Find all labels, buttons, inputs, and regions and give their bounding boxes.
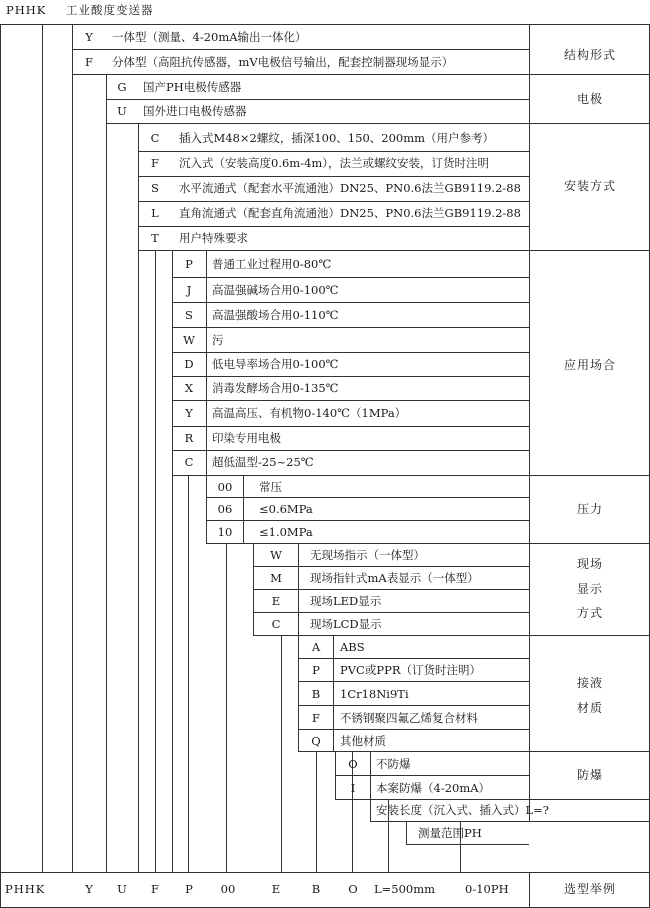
explosion-desc: 本案防爆（4-20mA） [376,781,491,795]
display-code: C [271,617,281,631]
display-code: W [270,548,282,562]
electrode-desc: 国产PH电极传感器 [143,80,242,94]
application-desc: 高温强碱场合用0-100℃ [212,283,339,297]
example-code-model: PHHK [5,882,46,896]
example-code: 00 [220,882,236,896]
application-code: Y [185,406,193,420]
example-range: 0-10PH [465,882,509,896]
structure-desc: 一体型（测量、4-20mA输出一体化） [112,30,307,44]
structure-code: Y [85,30,93,44]
structure-desc: 分体型（高阻抗传感器，mV电极信号输出，配套控制器现场显示） [112,55,454,69]
material-desc: 1Cr18Ni9Ti [340,687,409,701]
example-code: P [185,882,193,896]
category-structure: 结构形式 [563,48,616,62]
example-code: O [348,882,358,896]
application-code: W [183,333,195,347]
product-name: 工业酸度变送器 [66,3,154,17]
application-desc: 高温高压、有机物0-140℃（1MPa） [212,406,407,420]
category-material-line: 接液 [576,676,603,690]
pressure-desc: ≤0.6MPa [259,502,313,516]
application-code: C [184,455,194,469]
material-desc: PVC或PPR（订货时注明） [340,663,481,677]
installation-code: S [151,181,159,195]
installation-code: L [151,206,159,220]
display-code: E [271,594,281,608]
application-desc: 低电导率场合用0-100℃ [212,357,339,371]
material-code: Q [311,734,321,748]
application-code: R [184,431,194,445]
category-example: 选型举例 [563,882,616,896]
category-electrode: 电极 [576,92,603,106]
installation-code: T [151,231,159,245]
material-desc: 不锈钢聚四氟乙烯复合材料 [340,711,478,725]
installation-code: C [150,131,160,145]
explosion-code: O [348,757,358,771]
application-desc: 消毒发酵场合用0-135℃ [212,381,339,395]
display-code: M [270,571,282,585]
structure-code: F [85,55,93,69]
example-code: E [271,882,281,896]
category-display-line: 方式 [576,606,603,620]
example-code: F [151,882,159,896]
range-desc: 测量范围PH [418,826,482,840]
display-desc: 无现场指示（一体型） [310,548,425,562]
pressure-code: 00 [217,480,233,494]
installation-desc: 插入式M48×2螺纹，插深100、150、200mm（用户参考） [179,131,495,145]
electrode-code: U [117,104,127,118]
application-code: J [186,283,192,297]
category-explosion: 防爆 [576,768,603,782]
category-application: 应用场合 [563,358,616,372]
material-desc: 其他材质 [340,734,386,748]
installation-desc: 用户特殊要求 [179,231,248,245]
example-code: U [117,882,127,896]
pressure-desc: 常压 [259,480,282,494]
pressure-code: 06 [217,502,233,516]
application-code: D [184,357,194,371]
category-display-line: 显示 [576,582,603,596]
material-code: A [311,640,321,654]
display-desc: 现场LCD显示 [310,617,382,631]
material-code: B [311,687,321,701]
pressure-desc: ≤1.0MPa [259,525,313,539]
installation-desc: 水平流通式（配套水平流通池）DN25、PN0.6法兰GB9119.2-88 [179,181,521,195]
installation-desc: 直角流通式（配套直角流通池）DN25、PN0.6法兰GB9119.2-88 [179,206,521,220]
model-code: PHHK [6,3,47,17]
explosion-desc: 不防爆 [376,757,411,771]
display-desc: 现场指针式mA表显示（一体型） [310,571,479,585]
electrode-desc: 国外进口电极传感器 [143,104,247,118]
application-desc: 污 [212,333,224,347]
application-desc: 超低温型-25~25℃ [212,455,314,469]
installation-desc: 沉入式（安装高度0.6m-4m），法兰或螺纹安装，订货时注明 [179,156,490,170]
application-code: S [185,308,193,322]
application-code: P [185,257,193,271]
application-desc: 印染专用电极 [212,431,281,445]
material-code: P [312,663,320,677]
installation-code: F [151,156,159,170]
example-code: B [311,882,321,896]
category-display-line: 现场 [576,557,603,571]
display-desc: 现场LED显示 [310,594,382,608]
material-desc: ABS [340,640,365,654]
category-material-line: 材质 [576,701,603,715]
category-pressure: 压力 [576,502,603,516]
material-code: F [312,711,320,725]
length-desc: 安装长度（沉入式、插入式）L=? [376,803,549,817]
pressure-code: 10 [217,525,233,539]
application-code: X [184,381,194,395]
explosion-code: I [350,781,356,795]
category-installation: 安装方式 [563,179,616,193]
example-code: Y [85,882,93,896]
application-desc: 普通工业过程用0-80℃ [212,257,332,271]
electrode-code: G [117,80,127,94]
example-length: L=500mm [374,882,436,896]
application-desc: 高温强酸场合用0-110℃ [212,308,339,322]
